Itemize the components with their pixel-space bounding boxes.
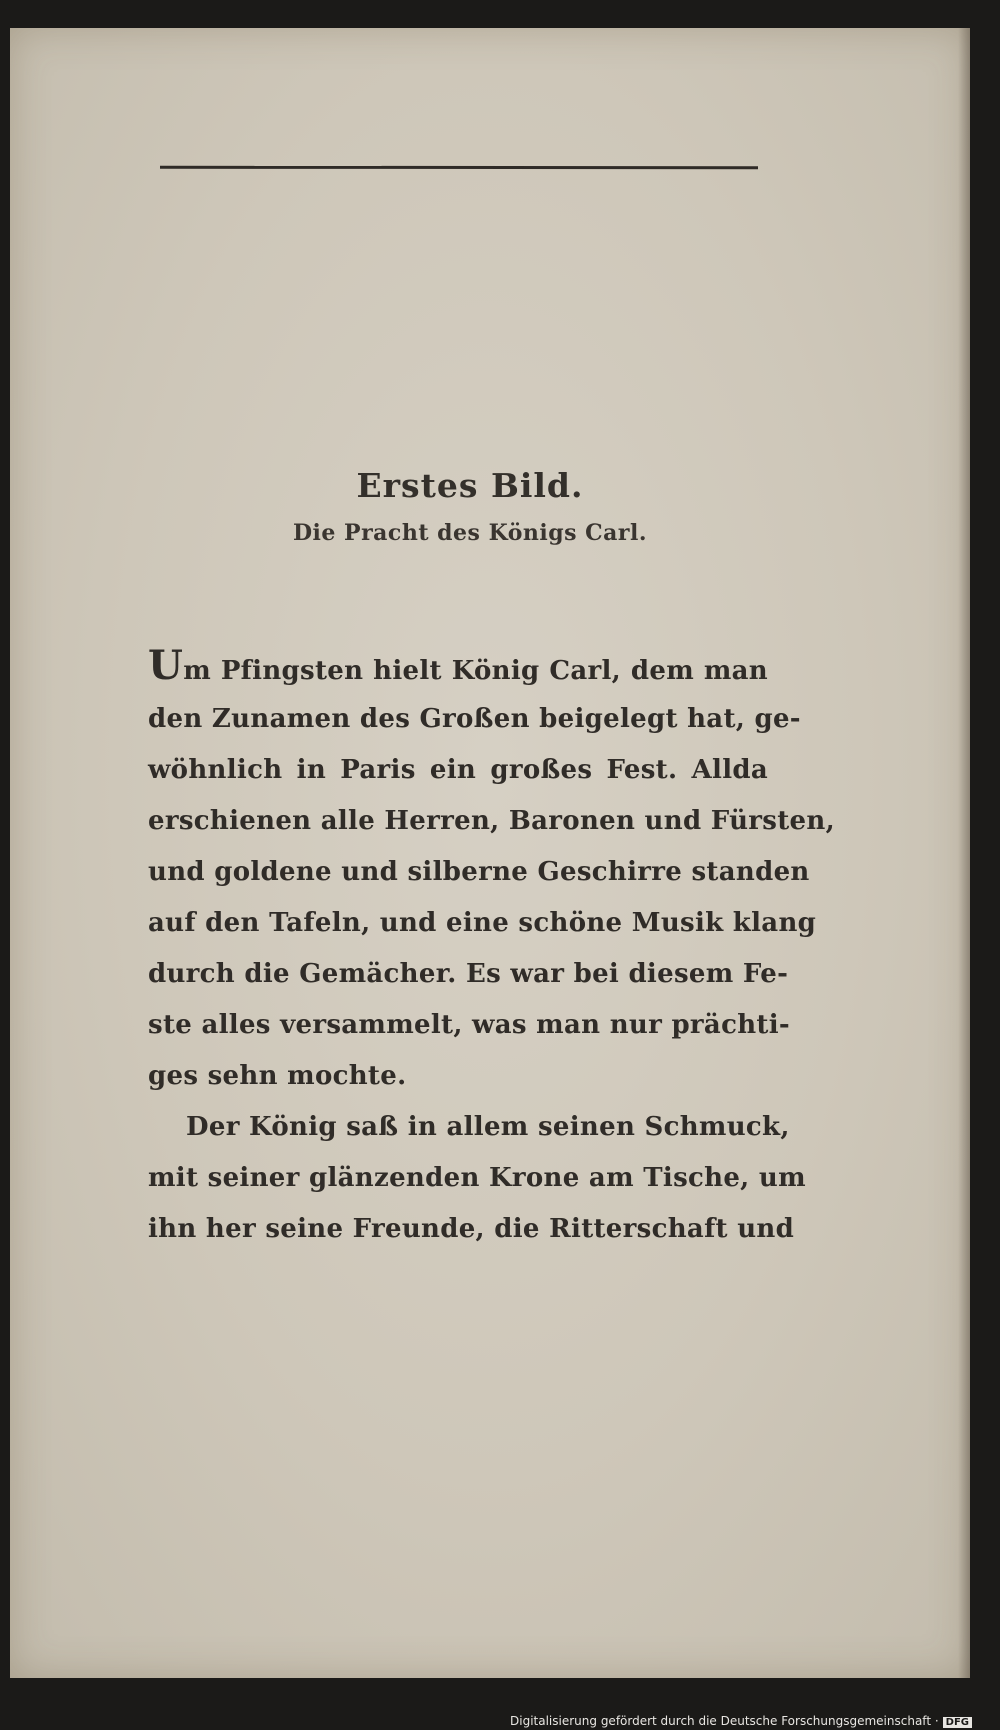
text-line: ste alles versammelt, was man nur prächti- bbox=[148, 1010, 790, 1040]
digitization-credit bbox=[510, 1714, 972, 1728]
header-rule bbox=[160, 166, 758, 170]
body-text bbox=[148, 642, 835, 1265]
drop-cap: U bbox=[148, 642, 184, 689]
chapter-subtitle: Die Pracht des Königs Carl. bbox=[292, 520, 648, 546]
credit-text: Digitalisierung gefördert durch die Deutsche Forschungsgemeinschaft · bbox=[510, 1714, 939, 1728]
text-line: den Zunamen des Großen beigelegt hat, ge- bbox=[148, 704, 801, 734]
text-line: und goldene und silberne Geschirre standen bbox=[148, 857, 810, 887]
text-line: ihn her seine Freunde, die Ritterschaft und bbox=[148, 1214, 795, 1244]
paper-page bbox=[10, 28, 970, 1678]
text-line: ges sehn mochte. bbox=[148, 1061, 407, 1091]
text-line: durch die Gemächer. Es war bei diesem Fe- bbox=[148, 959, 789, 989]
text-line: Um Pfingsten hielt König Carl, dem man bbox=[148, 642, 768, 689]
text-line: Der König saß in allem seinen Schmuck, bbox=[186, 1112, 790, 1142]
text-line: erschienen alle Herren, Baronen und Fürsten, bbox=[148, 806, 835, 836]
text-line: auf den Tafeln, und eine schöne Musik klang bbox=[148, 908, 817, 938]
text-line: mit seiner glänzenden Krone am Tische, um bbox=[148, 1163, 806, 1193]
dfg-logo: DFG bbox=[943, 1717, 972, 1728]
chapter-title: Erstes Bild. bbox=[356, 466, 584, 505]
text-line: wöhnlich in Paris ein großes Fest. Allda bbox=[148, 755, 768, 785]
page-edge-shadow bbox=[958, 28, 970, 1678]
